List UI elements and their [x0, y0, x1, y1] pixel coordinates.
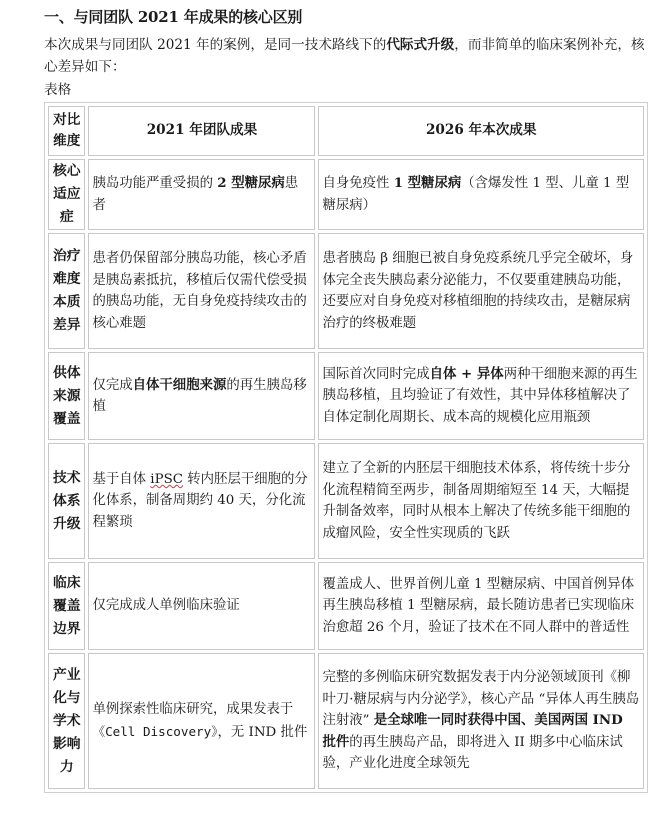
row-dimension: 供体来源覆盖 — [48, 352, 85, 440]
cell-2021 — [88, 443, 315, 559]
intro-bold-text: 代际式升级 — [386, 37, 455, 53]
cell-text: 患者仍保留部分胰岛功能，核心矛盾是胰岛素抵抗，移植后仅需代偿受损的胰岛功能，无自身免疫持续攻击的核心难题 — [92, 251, 307, 331]
intro-text: 本次成果与同团队 2021 年的案例，是同一技术路线下的 — [44, 37, 387, 53]
table-header-row — [48, 106, 644, 156]
cell-2021 — [88, 562, 315, 650]
bold-text: 是全球唯一同时获得中国、美国两国 IND 批件 — [322, 712, 623, 750]
cell-text: 自身免疫性 — [322, 176, 394, 191]
comparison-table — [44, 102, 648, 793]
intro-paragraph — [44, 34, 648, 78]
header-dimension: 对比维度 — [48, 106, 85, 156]
table-row — [48, 233, 644, 349]
cell-text: 转内胚层干细胞的分化体系，制备周期约 40 天，分化流程繁琐 — [92, 471, 308, 530]
cell-2021 — [88, 653, 315, 789]
cell-2026 — [318, 443, 644, 559]
cell-text: 的再生胰岛移植 — [92, 377, 307, 414]
cell-2021 — [88, 352, 315, 440]
table-row — [48, 352, 644, 440]
cell-2021 — [88, 233, 315, 349]
cell-2026 — [318, 352, 644, 440]
cell-text: 《Cell Discovery》 — [92, 723, 218, 739]
cell-2026 — [318, 159, 644, 230]
table-row — [48, 653, 644, 789]
table-row — [48, 562, 644, 650]
section-heading: 一、与同团队 2021 年成果的核心区别 — [44, 8, 303, 26]
cell-text: 的再生胰岛产品，即将进入 II 期多中心临床试验，产业化进度全球领先 — [322, 734, 623, 772]
cell-2026 — [318, 233, 644, 349]
cell-text: 国际首次同时完成 — [322, 366, 430, 382]
bold-text: 自体干细胞来源 — [132, 376, 227, 393]
bold-text: 1 型糖尿病 — [393, 175, 462, 191]
cell-text: 仅完成成人单例临床验证 — [92, 598, 240, 614]
bold-text: 自体 + 异体 — [429, 365, 504, 382]
header-2026: 2026 年本次成果 — [318, 106, 644, 156]
cell-text: （含爆发性 1 型、儿童 1 型糖尿病） — [322, 176, 630, 213]
table-label: 表格 — [44, 82, 72, 98]
row-dimension: 产业化与学术影响力 — [48, 653, 85, 789]
header-2021: 2021 年团队成果 — [88, 106, 315, 156]
bold-text: 2 型糖尿病 — [217, 175, 285, 191]
cell-text: ，无 IND 批件 — [217, 724, 308, 740]
row-dimension: 技术体系升级 — [48, 443, 85, 559]
cell-2026 — [318, 653, 644, 789]
cell-text: 单例探索性临床研究，成果发表于 — [92, 702, 294, 717]
cell-text: 胰岛功能严重受损的 — [92, 176, 218, 191]
cell-text: 建立了全新的内胚层干细胞技术体系，将传统十步分化流程精简至两步，制备周期缩短至 14 天，大幅提升制备效率，同时从根本上解决了传统多能干细胞的成瘤风险，安全性实现质的飞跃 — [322, 461, 631, 541]
cell-2026 — [318, 562, 644, 650]
table-row — [48, 159, 644, 230]
row-dimension: 治疗难度本质差异 — [48, 233, 85, 349]
row-dimension: 临床覆盖边界 — [48, 562, 85, 650]
cell-text: 仅完成 — [92, 377, 133, 393]
cell-text: 完整的多例临床研究数据发表于内分泌领域顶刊《柳叶刀·糖尿病与内分泌学》，核心产品 “异体人再生胰岛注射液” — [322, 670, 640, 729]
table-row — [48, 443, 644, 559]
cell-text: 患者 — [92, 176, 299, 213]
intro-text: ，而非简单的临床案例补充，核心差异如下： — [44, 37, 645, 75]
cell-text: 基于自体 — [92, 471, 151, 487]
row-dimension: 核心适应症 — [48, 159, 85, 230]
cell-2021 — [88, 159, 315, 230]
cell-text: 覆盖成人、世界首例儿童 1 型糖尿病、中国首例异体再生胰岛移植 1 型糖尿病，最长随访患者已实现临床治愈超 26 个月，验证了技术在不同人群中的普适性 — [322, 576, 635, 635]
cell-text: 两种干细胞来源的再生胰岛移植，且均验证了有效性，其中异体移植解决了自体定制化周期长、成本高的规模化应用瓶颈 — [322, 366, 638, 425]
cell-text: 患者胰岛 β 细胞已被自身免疫系统几乎完全破坏，身体完全丧失胰岛素分泌能力，不仅要重建胰岛功能，还要应对自身免疫对移植细胞的持续攻击，是糖尿病治疗的终极难题 — [322, 251, 634, 331]
cell-text: iPSC — [150, 471, 184, 487]
